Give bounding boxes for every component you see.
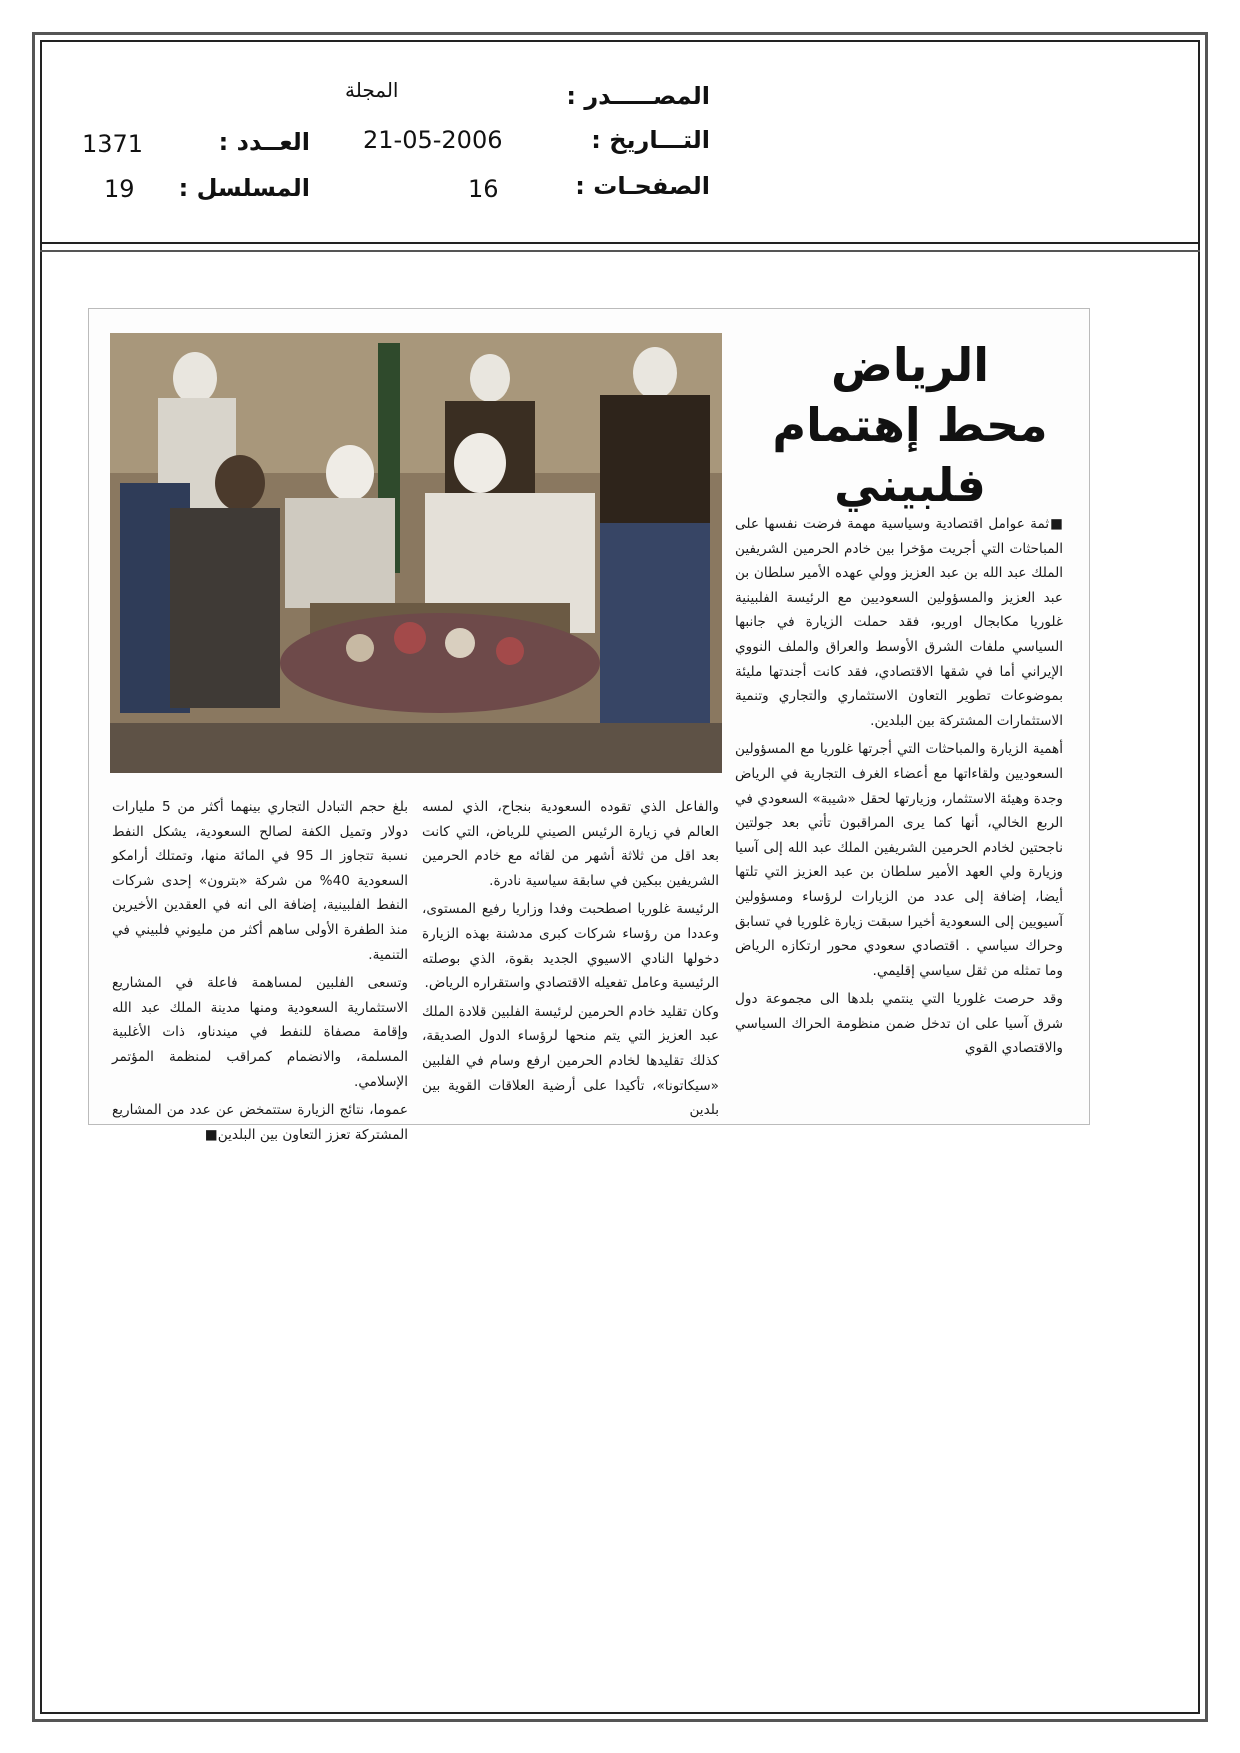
issue-value: 1371 [82, 130, 144, 158]
publication-name: المجلة [345, 78, 399, 102]
serial-label: المسلسل : [178, 174, 310, 202]
issue-label: العــدد : [218, 128, 310, 156]
pages-label: الصفحـات : [575, 172, 710, 200]
article-headline [760, 335, 1060, 515]
article-column-middle [422, 795, 719, 1120]
date-label: التـــاريخ : [591, 126, 710, 154]
article-column-left [112, 795, 408, 1143]
pages-value: 16 [468, 175, 499, 203]
photo-illustration [110, 333, 722, 773]
article-photo [110, 333, 722, 773]
date-value: 21-05-2006 [363, 126, 503, 154]
paragraph: وكان تقليد خادم الحرمين لرئيسة الفلبين قلادة الملك عبد العزيز التي يتم منحها لرؤساء الدول الصديقة، كذلك تقليدها لخادم الحرمين ارفع وسام في الفلبين «سيكاتونا»، تأكيدا على أرضية العلاقات القوية بين بلدين [422, 1003, 719, 1119]
headline-line-1: الرياض [830, 338, 990, 392]
header-divider [40, 242, 1200, 252]
paragraph: بلغ حجم التبادل التجاري بينهما أكثر من 5 مليارات دولار وتميل الكفة لصالح السعودية، يشكل النفط نسبة تتجاوز الـ 95 في المائة منها، وتمتلك أرامكو السعودية 40% من شركة «بترون» إحدى شركات النفط الفلبينية، إضافة الى انه في العقدين الأخيرين منذ الطفرة الأولى ساهم أكثر من مليوني فلبيني في التنمية. [112, 799, 408, 963]
source-label: المصـــــدر : [566, 82, 710, 110]
headline-line-2: محط إهتمام [772, 398, 1048, 452]
paragraph: وتسعى الفلبين لمساهمة فاعلة في المشاريع الاستثمارية السعودية ومنها مدينة الملك عبد الله وإقامة مصفاة للنفط في ميندناو، ذات الأغلبية المسلمة، والانضمام كمراقب لمنظمة المؤتمر الإسلامي. [112, 975, 408, 1090]
paragraph: وقد حرصت غلوريا التي ينتمي بلدها الى مجموعة دول شرق آسيا على ان تدخل ضمن منظومة الحراك السياسي والاقتصادي القوي [735, 991, 1063, 1057]
paragraph: ■ثمة عوامل اقتصادية وسياسية مهمة فرضت نفسها على المباحثات التي أجريت مؤخرا بين خادم الحرمين الشريفين الملك عبد الله بن عبد العزيز وولي عهده الأمير سلطان بن عبد العزيز والمسؤولين السعوديين مع الرئيسة الفلبينية غلوريا مكابجال اوريو، فقد حملت الزيارة في جانبها السياسي ملفات الشرق الأوسط والعراق والملف النووي الإيراني أما في شقها الاقتصادي، فقد كانت أجندتها مليئة بموضوعات تطوير التعاون الاستثماري والتجاري وتنمية الاستثمارات المشتركة بين البلدين. [735, 516, 1063, 729]
serial-value: 19 [104, 175, 135, 203]
paragraph: الرئيسة غلوريا اصطحبت وفدا وزاريا رفيع المستوى، وعددا من رؤساء شركات كبرى مدشنة بهذه الزيارة دخولها النادي الاسيوي الجديد بقوة، الذي بوصلته الرئيسية وعامل تفعيله الاقتصادي واستقراره الرياض. [422, 901, 719, 992]
paragraph: أهمية الزيارة والمباحثات التي أجرتها غلوريا مع المسؤولين السعوديين ولقاءاتها مع أعضاء الغرف التجارية في الرياض وجدة وهيئة الاستثمار، وزيارتها لحقل «شيبة» السعودي في الربع الخالي، أنها كما يرى المراقبون تأتي بعد جولتين ناجحتين لخادم الحرمين الشريفين الملك عبد الله إلى آسيا وزيارة ولي العهد الأمير سلطان بن عبد العزيز التي تلتها أيضا، إضافة إلى عدد من الزيارات لرؤساء ومسؤولين آسيويين إلى السعودية أخيرا سبقت زيارة غلوريا في تسابق وحراك سياسي . اقتصادي سعودي محور ارتكازه الرياض وما تمثله من ثقل سياسي إقليمي. [735, 741, 1063, 979]
headline-line-3: فلبيني [834, 458, 986, 512]
paragraph: والفاعل الذي تقوده السعودية بنجاح، الذي لمسه العالم في زيارة الرئيس الصيني للرياض، التي كانت بعد اقل من ثلاثة أشهر من لقائه مع خادم الحرمين الشريفين ببكين في سابقة سياسية نادرة. [422, 799, 719, 889]
paragraph: عموما، نتائج الزيارة ستتمخض عن عدد من المشاريع المشتركة تعزز التعاون بين البلدين■ [112, 1102, 408, 1143]
article-column-right [735, 512, 1063, 1122]
